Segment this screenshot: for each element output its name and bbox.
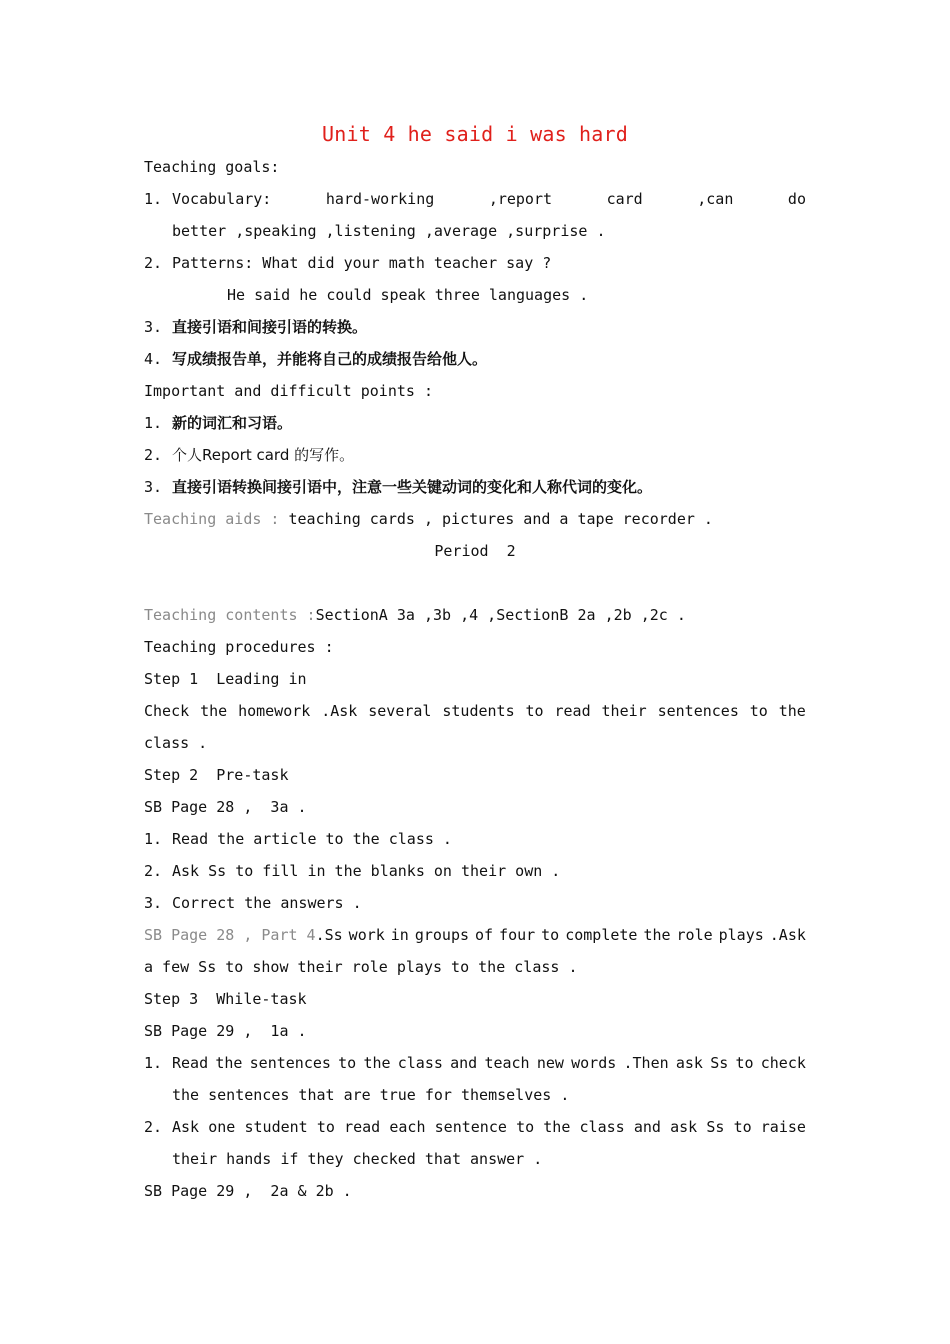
part-4-word: of (475, 926, 494, 944)
goal-4 (144, 349, 806, 369)
step-1-word: to (525, 702, 544, 720)
step-3-word: Ss (710, 1054, 729, 1072)
part-4-word: four (499, 926, 536, 944)
step-2-item-1 (144, 829, 806, 849)
step-2-item-3-number: 3. (144, 894, 163, 912)
part-4-word: plays (718, 926, 764, 944)
goal-3 (144, 317, 806, 337)
point-3-text: 直接引语转换间接引语中，注意一些关键动词的变化和人称代词的变化。 (172, 478, 653, 496)
step-1-word: their (601, 702, 647, 720)
step-3-sb-reference-2: SB Page 29 , 2a & 2b . (144, 1182, 352, 1200)
document-title: Unit 4 he said i was hard (321, 122, 629, 146)
step-3-word: Ask (172, 1118, 200, 1136)
step-3-word: ask (675, 1054, 703, 1072)
point-1 (144, 413, 806, 433)
point-2 (144, 445, 806, 465)
teaching-aids-label: Teaching aids : (144, 510, 289, 528)
step-3-word: read (344, 1118, 381, 1136)
step-3-word: to (516, 1118, 535, 1136)
step-3-word: raise (760, 1118, 806, 1136)
part-4-words (316, 925, 806, 945)
step-3-word: Read (172, 1054, 209, 1072)
step-3-word: sentence (434, 1118, 507, 1136)
part-4-word: .Ask (769, 926, 806, 944)
period-heading: Period 2 (434, 542, 516, 560)
goal-4-number: 4. (144, 350, 163, 368)
step-1-continuation: class . (144, 734, 208, 752)
teaching-procedures-heading: Teaching procedures : (144, 638, 334, 656)
part-4-word: to (541, 926, 560, 944)
teaching-aids-text: teaching cards , pictures and a tape recorder . (288, 510, 713, 528)
step-3-word: Ss (706, 1118, 725, 1136)
step-3-heading: Step 3 While-task (144, 990, 307, 1008)
part-4-word: .Ss (315, 926, 343, 944)
step-1-word: students (442, 702, 515, 720)
step-1-text (144, 701, 806, 721)
step-3-item-1 (144, 1053, 806, 1073)
step-3-word: to (338, 1054, 357, 1072)
vocab-word: ,report (488, 190, 553, 208)
goal-2-patterns (144, 253, 806, 273)
step-3-word: words (571, 1054, 617, 1072)
vocab-word: hard-working (325, 190, 435, 208)
step-1-word: read (554, 702, 591, 720)
teaching-contents (144, 605, 806, 625)
step-2-item-3 (144, 893, 806, 913)
step-2-item-2-text: Ask Ss to fill in the blanks on their own . (172, 862, 561, 880)
step-1-word: to (749, 702, 768, 720)
step-2-item-1-number: 1. (144, 830, 163, 848)
step-3-word: the (363, 1054, 391, 1072)
teaching-contents-text: SectionA 3a ,3b ,4 ,SectionB 2a ,2b ,2c . (315, 606, 686, 624)
step-3-word: the (215, 1054, 243, 1072)
point-3-number: 3. (144, 478, 163, 496)
step-1-word: .Ask (321, 702, 358, 720)
step-1-word: Check (144, 702, 190, 720)
step-3-sb-reference-1: SB Page 29 , 1a . (144, 1022, 307, 1040)
step-3-word: teach (484, 1054, 530, 1072)
step-2-item-3-text: Correct the answers . (172, 894, 362, 912)
step-2-item-1-text: Read the article to the class . (172, 830, 452, 848)
vocab-word: do (787, 190, 806, 208)
step-3-item-1-number: 1. (144, 1054, 163, 1072)
point-1-text: 新的词汇和习语。 (172, 414, 293, 432)
step-3-word: check (760, 1054, 806, 1072)
step-2-part-4 (144, 925, 806, 945)
teaching-goals-heading: Teaching goals: (144, 158, 280, 176)
step-3-word: and (633, 1118, 661, 1136)
step-2-item-2-number: 2. (144, 862, 163, 880)
step-1-heading: Step 1 Leading in (144, 670, 307, 688)
goal-4-text: 写成绩报告单，并能将自己的成绩报告给他人。 (172, 350, 488, 368)
step-3-word: class (579, 1118, 625, 1136)
vocab-word: Vocabulary: (172, 190, 272, 208)
vocab-word: card (606, 190, 643, 208)
point-1-number: 1. (144, 414, 163, 432)
step-3-word: and (450, 1054, 478, 1072)
step-3-word: student (244, 1118, 308, 1136)
step-1-word: the (778, 702, 806, 720)
step-3-item-1-words (172, 1053, 806, 1073)
step-3-word: to (735, 1054, 754, 1072)
step-3-word: .Then (623, 1054, 669, 1072)
part-4-word: groups (414, 926, 470, 944)
step-1-word: sentences (657, 702, 739, 720)
step-1-word: several (368, 702, 432, 720)
goal-3-number: 3. (144, 318, 163, 336)
goal-3-text: 直接引语和间接引语的转换。 (172, 318, 368, 336)
goal-1-number: 1. (144, 190, 163, 208)
goal-2-number: 2. (144, 254, 163, 272)
part-4-word: in (390, 926, 409, 944)
vocab-word: ,can (697, 190, 734, 208)
goal-2-example: He said he could speak three languages . (227, 286, 589, 304)
part-4-label: SB Page 28 , Part 4 (144, 926, 316, 944)
step-3-item-2-words (172, 1117, 806, 1137)
point-2-number: 2. (144, 446, 163, 464)
part-4-word: work (348, 926, 385, 944)
step-3-item-2-continuation: their hands if they checked that answer . (172, 1150, 543, 1168)
part-4-word: role (676, 926, 713, 944)
step-3-word: class (397, 1054, 443, 1072)
step-3-word: one (208, 1118, 236, 1136)
goal-1-vocabulary (144, 189, 806, 209)
part-4-word: the (643, 926, 671, 944)
step-3-word: the (543, 1118, 571, 1136)
goal-2-text: Patterns: What did your math teacher say ? (172, 254, 552, 272)
important-points-heading: Important and difficult points : (144, 382, 433, 400)
step-2-part-4-continuation: a few Ss to show their role plays to the class . (144, 958, 578, 976)
point-2-text: 个人Report card 的写作。 (172, 446, 355, 464)
step-2-heading: Step 2 Pre-task (144, 766, 289, 784)
step-3-word: to (733, 1118, 752, 1136)
step-3-word: new (536, 1054, 564, 1072)
step-1-word: homework (238, 702, 311, 720)
teaching-aids (144, 509, 806, 529)
point-3 (144, 477, 806, 497)
part-4-word: complete (565, 926, 638, 944)
goal-1-continuation: better ,speaking ,listening ,average ,surprise . (172, 222, 606, 240)
goal-1-words (172, 189, 806, 209)
step-3-item-2 (144, 1117, 806, 1137)
step-2-sb-reference: SB Page 28 , 3a . (144, 798, 307, 816)
step-3-word: to (316, 1118, 335, 1136)
teaching-contents-label: Teaching contents : (144, 606, 316, 624)
step-3-item-1-continuation: the sentences that are true for themselves . (172, 1086, 570, 1104)
step-3-word: each (389, 1118, 426, 1136)
step-3-item-2-number: 2. (144, 1118, 163, 1136)
step-3-word: sentences (249, 1054, 331, 1072)
step-1-word: the (200, 702, 228, 720)
step-2-item-2 (144, 861, 806, 881)
step-3-word: ask (670, 1118, 698, 1136)
